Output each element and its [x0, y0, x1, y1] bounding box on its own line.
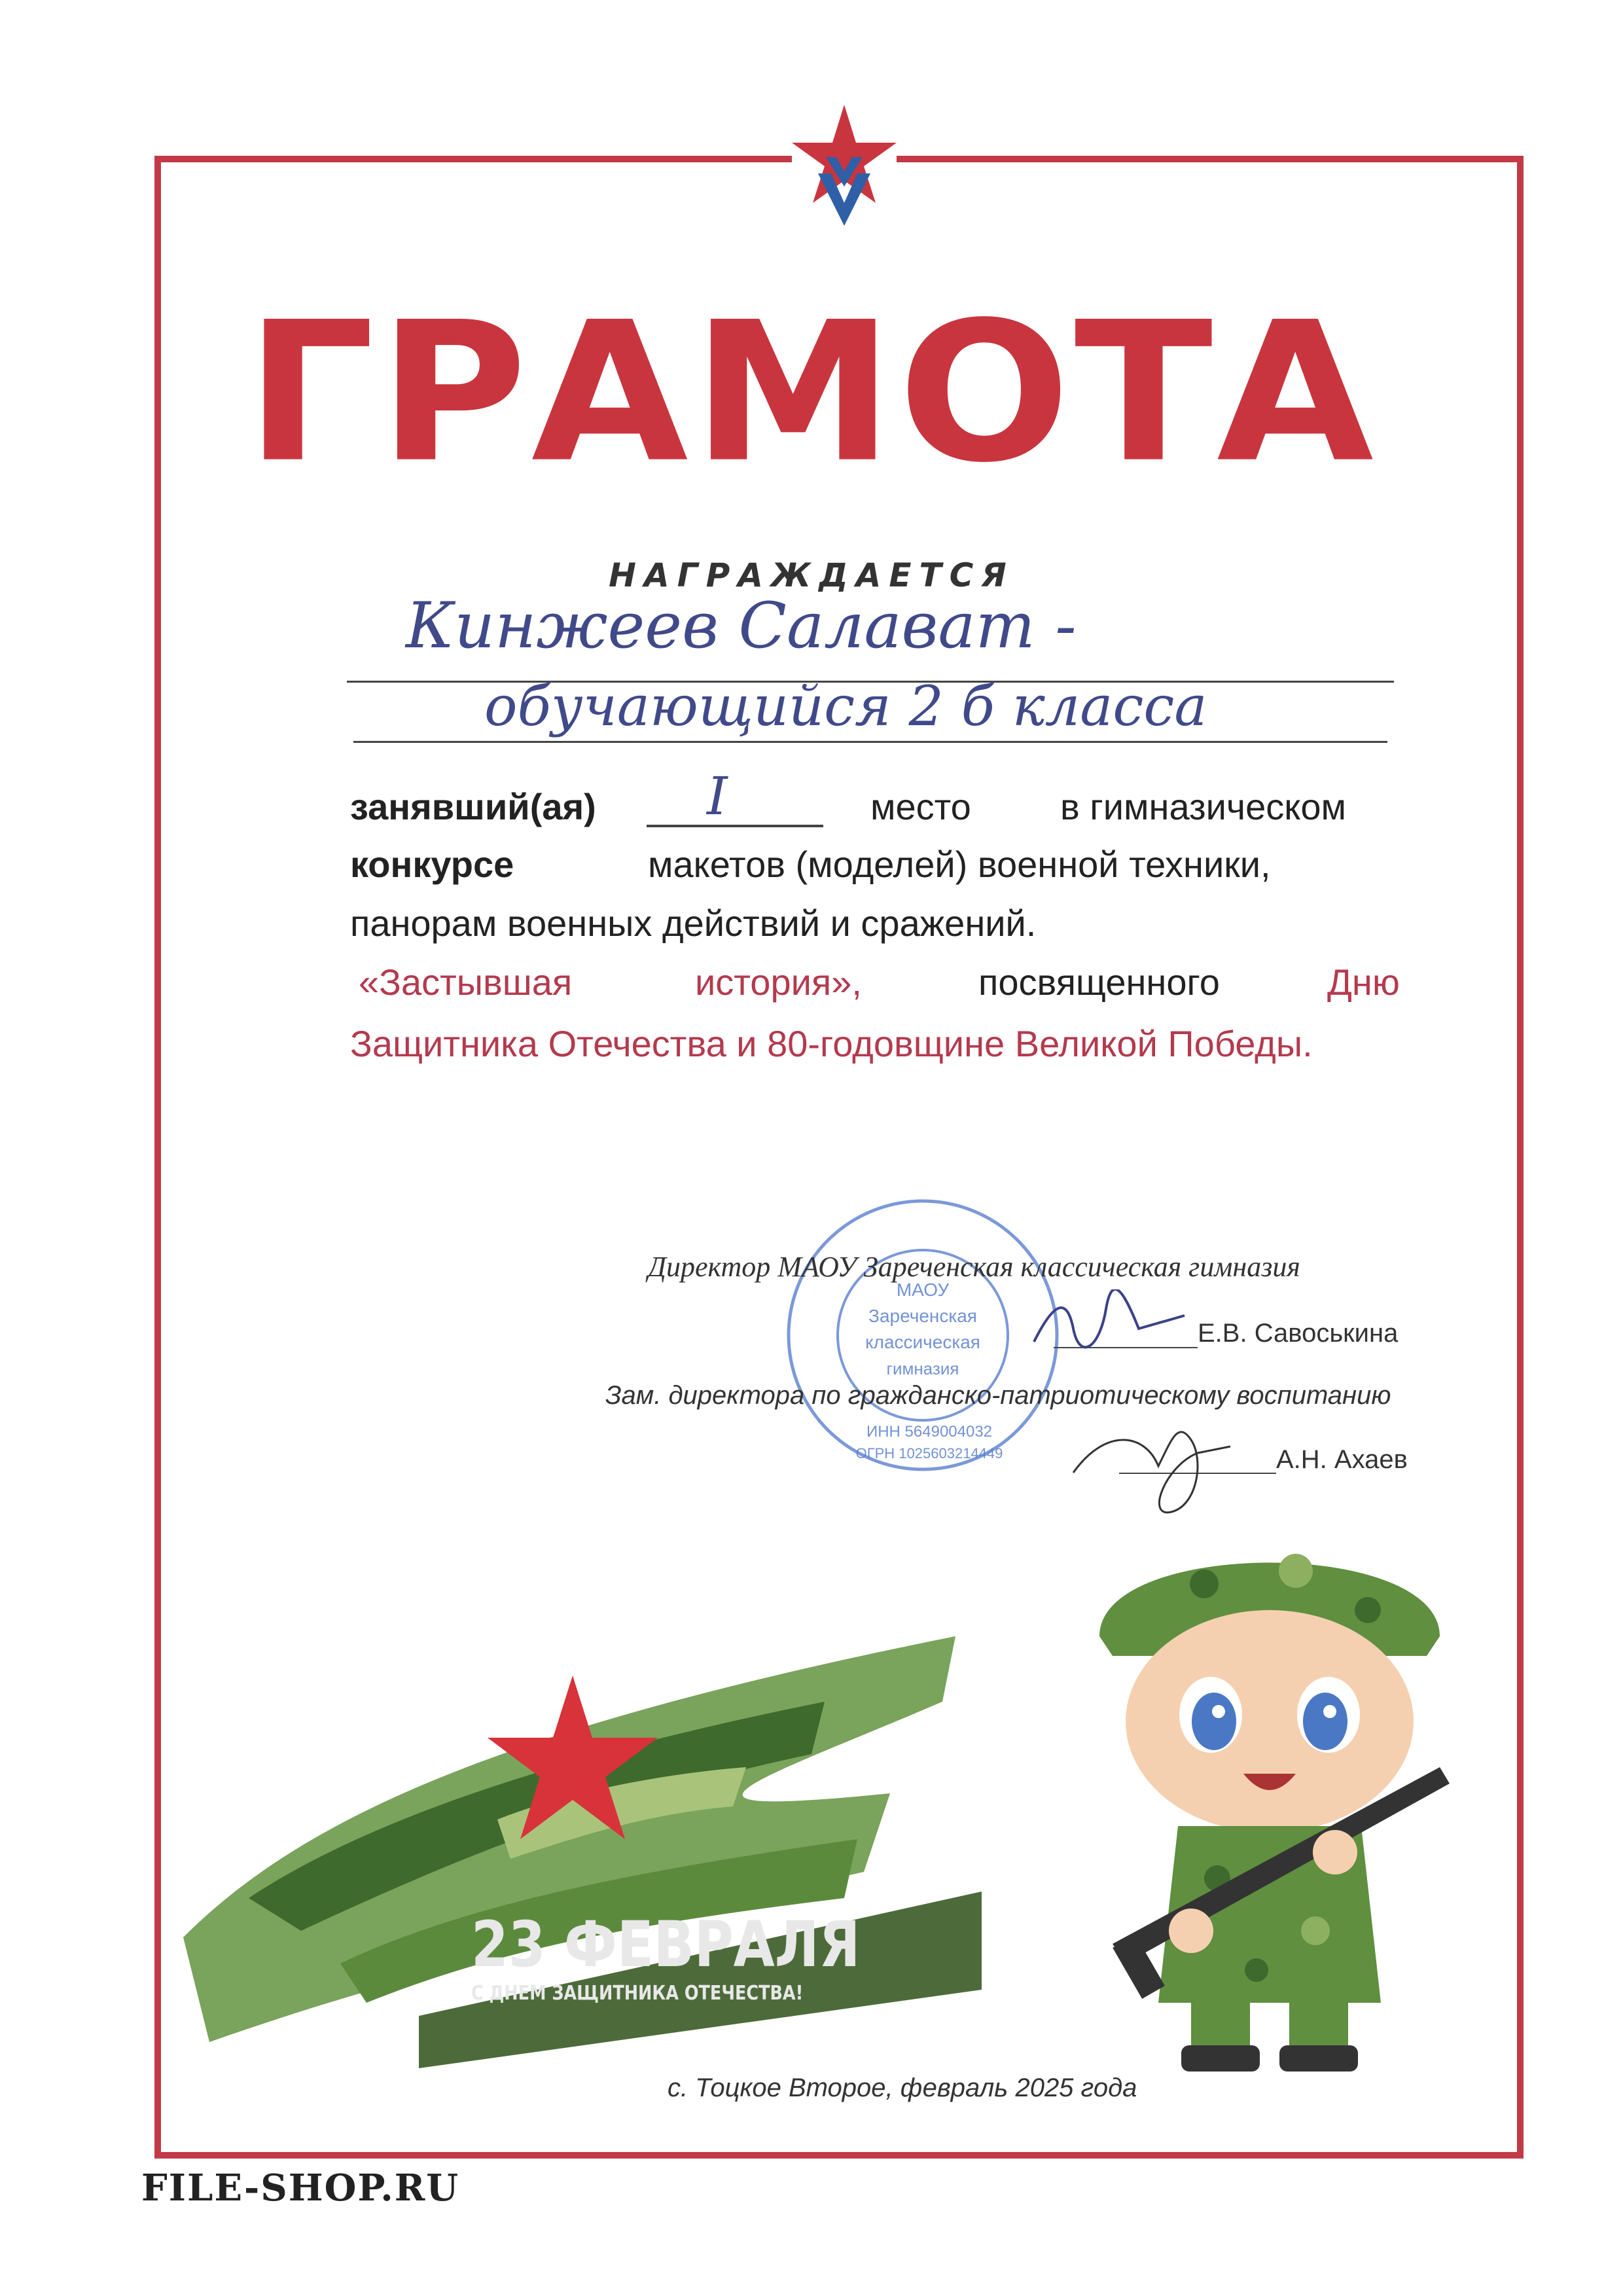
place-label-after: место: [870, 786, 971, 827]
footer-watermark: FILE-SHOP.RU: [141, 2166, 460, 2210]
director-name: Е.В. Савоськина: [1198, 1319, 1399, 1348]
place-date: с. Тоцкое Второе, февраль 2025 года: [654, 2073, 1150, 2103]
stamp-ogrn: ОГРН 1025603214449: [855, 1445, 1003, 1462]
stamp-inn: ИНН 5649004032: [866, 1423, 993, 1441]
dedication-text: Защитника Отечества и 80-годовщине Великой Победы.: [350, 1023, 1313, 1064]
director-title: Директор МАОУ Зареченская классическая гимназия: [648, 1251, 1300, 1283]
recipient-role-underline: [353, 741, 1387, 743]
banner-date: 23 ФЕВРАЛЯ: [471, 1908, 861, 1981]
body-text-2: конкурсе: [350, 844, 514, 885]
body-text-5c: посвященного: [978, 961, 1220, 1003]
awarded-label: НАГРАЖДАЕТСЯ: [609, 556, 1014, 594]
contest-name-part-2: история»,: [695, 961, 862, 1003]
director-signature: [1027, 1289, 1198, 1361]
body-text-5d: Дню: [1327, 961, 1400, 1003]
contest-name-part-1: «Застывшая: [359, 961, 573, 1003]
banner-subtitle: С ДНЕМ ЗАЩИТНИКА ОТЕЧЕСТВА!: [471, 1982, 804, 2005]
body-text-3: макетов (моделей) военной техники,: [648, 844, 1271, 885]
certificate-title: ГРАМОТА: [245, 281, 1378, 505]
star-emblem-icon: [792, 105, 897, 236]
deputy-title: Зам. директора по гражданско-патриотическому воспитанию: [605, 1381, 1391, 1410]
stamp-line-3: классическая: [865, 1332, 980, 1352]
place-label-before: занявший(ая): [350, 786, 596, 827]
deputy-name: А.Н. Ахаев: [1276, 1445, 1408, 1474]
stamp-line-4: гимназия: [886, 1359, 959, 1378]
place-underline: [647, 825, 823, 827]
recipient-name: Кинжеев Салават -: [406, 589, 1077, 662]
soldier-illustration: [1073, 1486, 1466, 2075]
body-text-1: в гимназическом: [1060, 786, 1347, 827]
stamp-line-2: Зареченская: [868, 1306, 977, 1326]
stamp-line-1: МАОУ: [896, 1280, 950, 1300]
recipient-role: обучающийся 2 б класса: [484, 674, 1207, 738]
place-value: I: [707, 766, 728, 827]
body-text-4: панорам военных действий и сражений.: [350, 903, 1037, 944]
